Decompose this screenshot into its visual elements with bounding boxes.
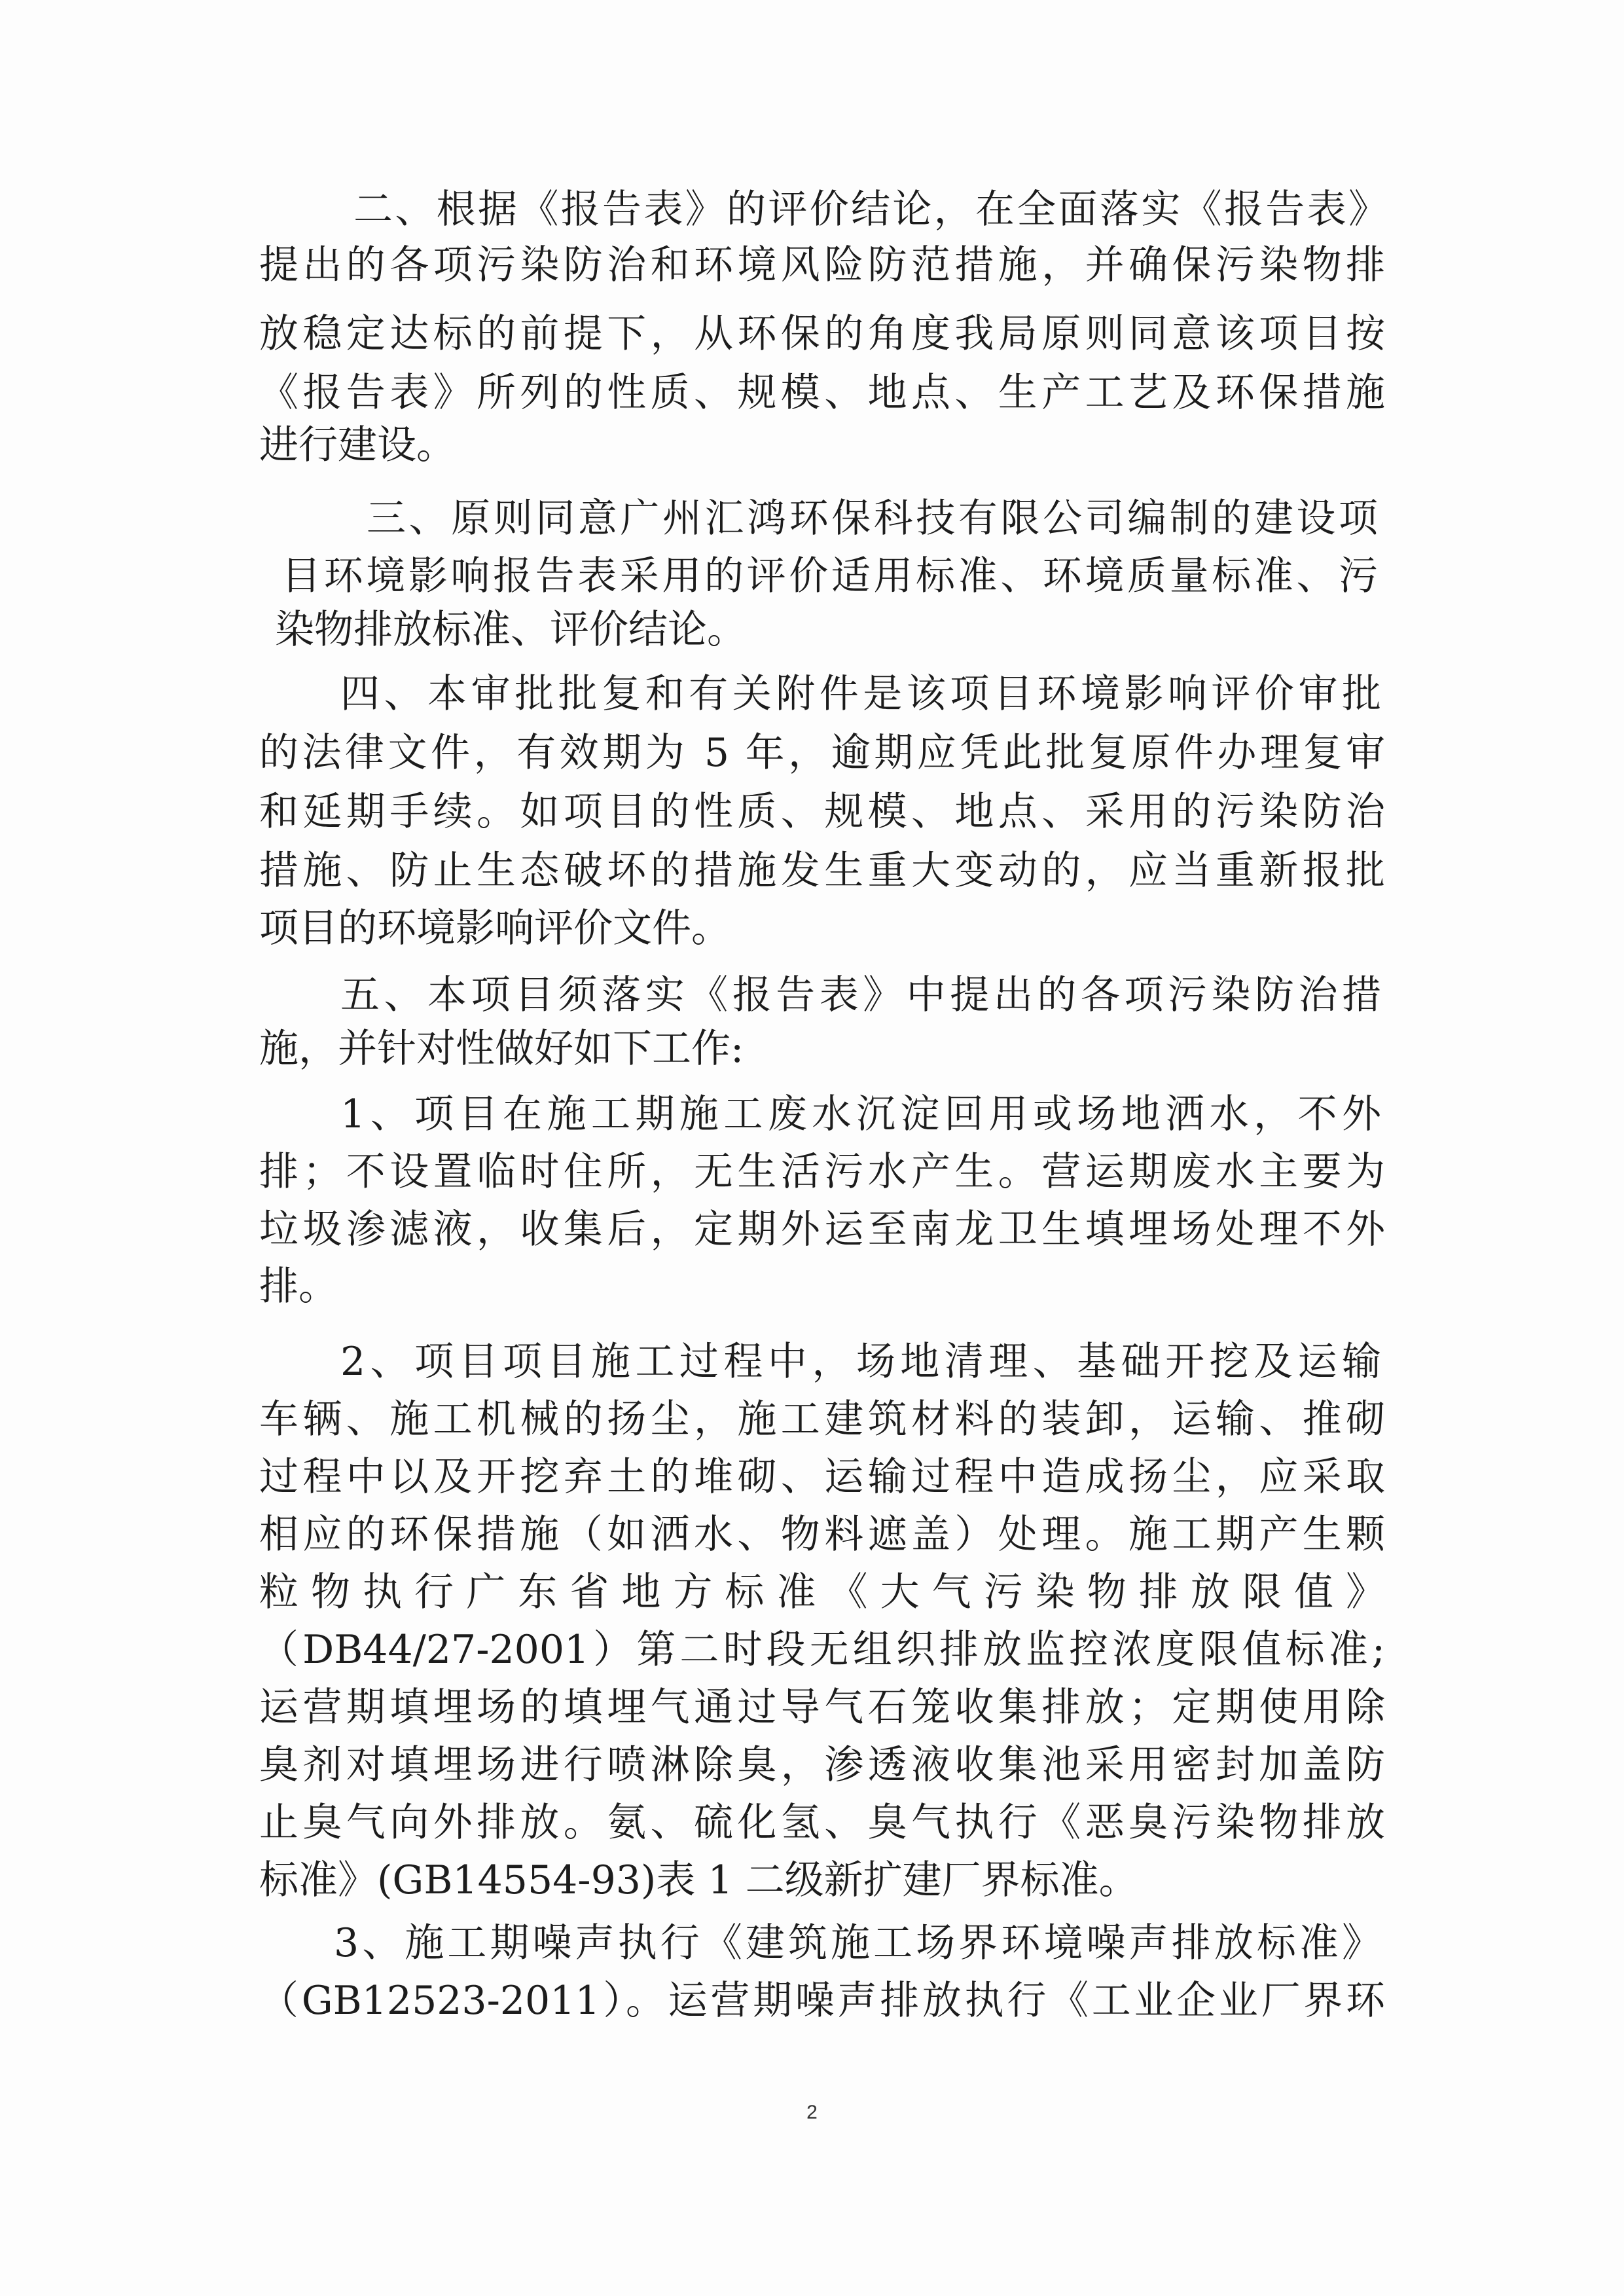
text-line: 提出的各项污染防治和环境风险防范措施，并确保污染物排: [259, 242, 1385, 288]
text-line: 垃圾渗滤液，收集后，定期外运至南龙卫生填埋场处理不外: [259, 1207, 1385, 1252]
text-line: 相应的环保措施（如洒水、物料遮盖）处理。施工期产生颗: [259, 1512, 1385, 1558]
text-line: （GB12523-2011）。运营期噪声排放执行《工业企业厂界环: [259, 1978, 1385, 2024]
text-line: （DB44/27-2001）第二时段无组织排放监控浓度限值标准;: [259, 1627, 1385, 1673]
text-line: 的法律文件，有效期为 5 年，逾期应凭此批复原件办理复审: [259, 730, 1385, 776]
text-line: 排；不设置临时住所，无生活污水产生。营运期废水主要为: [259, 1149, 1385, 1195]
text-line: 项目的环境影响评价文件。: [259, 905, 731, 951]
text-line: 和延期手续。如项目的性质、规模、地点、采用的污染防治: [259, 789, 1385, 835]
text-line: 1、项目在施工期施工废水沉淀回用或场地洒水，不外: [340, 1091, 1381, 1137]
text-line: 止臭气向外排放。氨、硫化氢、臭气执行《恶臭污染物排放: [259, 1800, 1385, 1846]
text-line: 四、本审批批复和有关附件是该项目环境影响评价审批: [340, 671, 1381, 717]
text-line: 车辆、施工机械的扬尘，施工建筑材料的装卸，运输、推砌: [259, 1396, 1385, 1442]
text-line: 《报告表》所列的性质、规模、地点、生产工艺及环保措施: [259, 370, 1385, 416]
text-line: 目环境影响报告表采用的评价适用标准、环境质量标准、污: [281, 553, 1378, 599]
page-number: 2: [806, 2102, 818, 2123]
text-line: 排。: [259, 1264, 338, 1309]
text-line: 放稳定达标的前提下，从环保的角度我局原则同意该项目按: [259, 311, 1385, 357]
text-line: 标准》(GB14554-93)表 1 二级新扩建厂界标准。: [259, 1857, 1138, 1903]
text-line: 进行建设。: [259, 422, 456, 468]
text-line: 3、施工期噪声执行《建筑施工场界环境噪声排放标准》: [334, 1920, 1381, 1966]
text-line: 五、本项目须落实《报告表》中提出的各项污染防治措: [340, 972, 1381, 1018]
text-line: 粒物执行广东省地方标准《大气污染物排放限值》: [259, 1569, 1385, 1615]
text-line: 2、项目项目施工过程中，场地清理、基础开挖及运输: [340, 1339, 1381, 1385]
text-line: 染物排放标准、评价结论。: [275, 607, 746, 653]
text-line: 臭剂对填埋场进行喷淋除臭，渗透液收集池采用密封加盖防: [259, 1742, 1385, 1788]
text-line: 二、根据《报告表》的评价结论，在全面落实《报告表》: [353, 187, 1388, 232]
text-line: 过程中以及开挖弃土的堆砌、运输过程中造成扬尘，应采取: [259, 1454, 1385, 1500]
text-line: 三、原则同意广州汇鸿环保科技有限公司编制的建设项: [367, 496, 1378, 541]
text-line: 措施、防止生态破坏的措施发生重大变动的，应当重新报批: [259, 848, 1385, 894]
text-line: 运营期填埋场的填埋气通过导气石笼收集排放；定期使用除: [259, 1685, 1385, 1730]
text-line: 施，并针对性做好如下工作:: [259, 1026, 744, 1072]
